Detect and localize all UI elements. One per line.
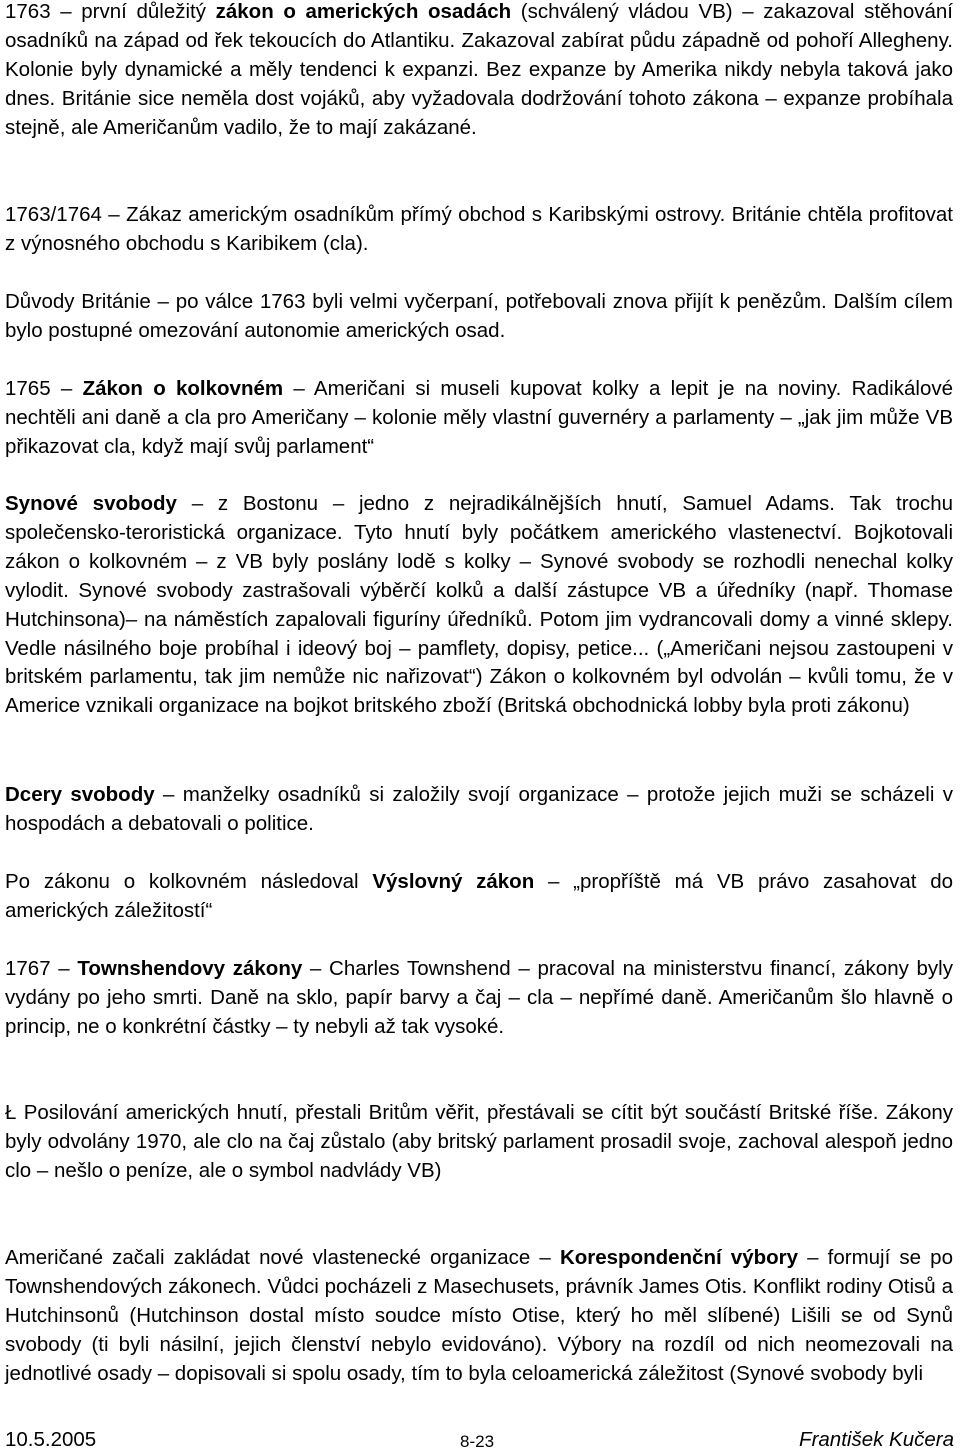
term-zakon-o-kolkovnem: Zákon o kolkovném [82,377,284,400]
paragraph-1767-townshendovy-zakony: 1767 – Townshendovy zákony – Charles Townshend – pracoval na ministerstvu financí, zákony byly vydány po jeho smrti. Daně na sklo, papír barvy a čaj – cla – nepřímé daně. Američanům šlo hlavně o princip, ne o konkrétní částky – ty nebyli až tak vysoké. [5,957,953,1038]
paragraph-posilovani-hnuti: Ł Posilování amerických hnutí, přestali Britům věřit, přestávali se cítit být součástí Britské říše. Zákony byly odvolány 1970, ale clo na čaj zůstalo (aby britský parlament prosadil svoje, zachoval alespoň jedno clo – nešlo o peníze, ale o symbol nadvlády VB) [5,1101,953,1182]
term-townshendovy-zakony: Townshendovy zákony [77,957,303,980]
paragraph-1763-1764-zakaz-obchodu: 1763/1764 – Zákaz americkým osadníkům přímý obchod s Karibskými ostrovy. Británie chtěla profitovat z výnosného obchodu s Karibikem (cla). [5,203,953,255]
paragraph-synove-svobody: Synové svobody – z Bostonu – jedno z nejradikálnějších hnutí, Samuel Adams. Tak trochu společensko-teroristická organizace. Tyto hnutí byly počátkem amerického vlastenectví. Bojkotovali zákon o kolkovném – z VB byly poslány lodě s kolky – Synové svobody se rozhodli nenechal kolky vylodit. Synové svobody zastrašovali výběrčí kolků a další zástupce VB a úředníky (např. Thomase Hutchinsona)– na náměstích zapalovali figuríny úředníků. Potom jim vydrancovali domy a vinné sklepy. Vedle násilného boje probíhal i ideový boj – pamflety, dopisy, petice... („Američani nejsou zastoupeni v britském parlamentu, tak jim nemůže nic nařizovat“) Zákon o kolkovném byl odvolán – kvůli tomu, že v Americe vznikali organizace na bojkot britského zboží (Britská obchodnická lobby byla proti zákonu) [5,492,953,718]
term-dcery-svobody: Dcery svobody [5,783,155,806]
footer-author: František Kučera [799,1428,954,1451]
footer-date: 10.5.2005 [5,1428,97,1451]
paragraph-duvody-britanie: Důvody Británie – po válce 1763 byli velmi vyčerpaní, potřebovali znova přijít k penězům. Dalším cílem bylo postupné omezování autonomie amerických osad. [5,290,953,342]
footer-page-number: 8-23 [460,1432,495,1451]
paragraph-1763-zakon-osady: 1763 – první důležitý zákon o amerických osadách (schválený vládou VB) – zakazoval stěhování osadníků na západ od řek tekoucích do Atlantiku. Zakazoval zabírat půdu západně od pohoří Allegheny. Kolonie byly dynamické a měly tendenci k expanzi. Bez expanze by Amerika nikdy nebyla taková jako dnes. Británie sice neměla dost vojáků, aby vyžadovala dodržování tohoto zákona – expanze probíhala stejně, ale Američanům vadilo, že to mají zakázané. [5,0,953,139]
paragraph-korespondencni-vybory: Američané začali zakládat nové vlastenecké organizace – Korespondenční výbory – formují se po Townshendových zákonech. Vůdci pocházeli z Masechusets, právník James Otis. Konflikt rodiny Otisů a Hutchinsonů (Hutchinson dostal místo soudce místo Otise, který ho měl slíbené) Lišili se od Synů svobody (ti byli násilní, jejich členství nebylo evidováno). Výbory na rozdíl od nich neomezovali na jednotlivé osady – dopisovali si spolu osady, tím to byla celoamerická záležitost (Synové svobody byli [5,1246,953,1385]
term-korespondencni-vybory: Korespondenční výbory [559,1246,799,1269]
paragraph-1765-zakon-kolkovne: 1765 – Zákon o kolkovném – Američani si museli kupovat kolky a lepit je na noviny. Radikálové nechtěli ani daně a cla pro Američany – kolonie měly vlastní guvernéry a parlamenty – „jak jim může VB přikazovat cla, když mají svůj parlament“ [5,377,953,458]
term-vyslovny-zakon: Výslovný zákon [372,870,535,893]
paragraph-vyslovny-zakon: Po zákonu o kolkovném následoval Výslovný zákon – „propříště má VB právo zasahovat do amerických záležitostí“ [5,870,954,922]
term-synove-svobody: Synové svobody [5,492,177,515]
paragraph-dcery-svobody: Dcery svobody – manželky osadníků si založily svojí organizace – protože jejich muži se scházeli v hospodách a debatovali o politice. [5,783,953,835]
term-zakon-o-americkych-osadach: zákon o amerických osadách [215,0,512,23]
